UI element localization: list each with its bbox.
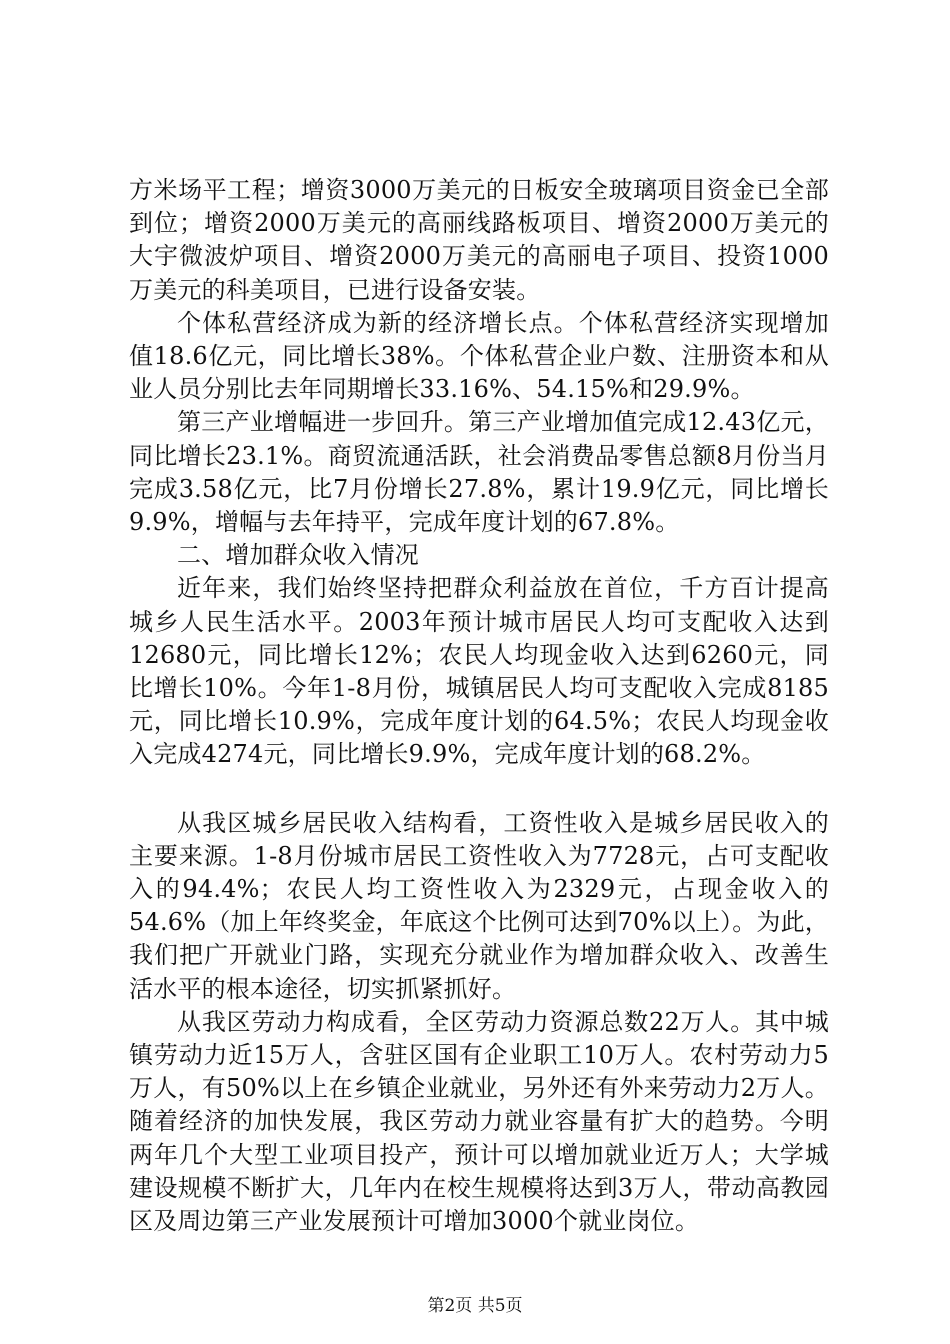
paragraph-income-overview: 近年来，我们始终坚持把群众利益放在首位，千方百计提高城乡人民生活水平。2003年预计城市居民人均可支配收入达到12680元，同比增长12%；农民人均现金收入达到6260元，同比增长10%。今年1-8月份，城镇居民人均可支配收入完成8185元，同比增长10.9%，完成年度计划的64.5%；农民人均现金收入完成4274元，同比增长9.9%，完成年度计划的68.2%。 bbox=[129, 574, 829, 769]
section-heading-income: 二、增加群众收入情况 bbox=[177, 541, 419, 570]
paragraph-continuation: 方米场平工程；增资3000万美元的日板安全玻璃项目资金已全部到位；增资2000万美元的高丽线路板项目、增资2000万美元的大宇微波炉项目、增资2000万美元的高丽电子项目、投资1000万美元的科美项目，已进行设备安装。 bbox=[129, 176, 829, 304]
paragraph-labor-force: 从我区劳动力构成看，全区劳动力资源总数22万人。其中城镇劳动力近15万人，含驻区国有企业职工10万人。农村劳动力5万人，有50%以上在乡镇企业就业，另外还有外来劳动力2万人。随着经济的加快发展，我区劳动力就业容量有扩大的趋势。今明两年几个大型工业项目投产，预计可以增加就业近万人；大学城建设规模不断扩大，几年内在校生规模将达到3万人，带动高教园区及周边第三产业发展预计可增加3000个就业岗位。 bbox=[129, 1007, 829, 1236]
document-body bbox=[129, 174, 829, 1238]
paragraph-private-economy: 个体私营经济成为新的经济增长点。个体私营经济实现增加值18.6亿元，同比增长38%。个体私营企业户数、注册资本和从业人员分别比去年同期增长33.16%、54.15%和29.9%。 bbox=[129, 308, 829, 404]
paragraph-tertiary-industry: 第三产业增幅进一步回升。第三产业增加值完成12.43亿元，同比增长23.1%。商贸流通活跃，社会消费品零售总额8月份当月完成3.58亿元，比7月份增长27.8%，累计19.9亿元，同比增长9.9%，增幅与去年持平，完成年度计划的67.8%。 bbox=[129, 408, 829, 537]
paragraph-income-structure: 从我区城乡居民收入结构看，工资性收入是城乡居民收入的主要来源。1-8月份城市居民工资性收入为7728元，占可支配收入的94.4%；农民人均工资性收入为2329元，占现金收入的54.6%（加上年终奖金，年底这个比例可达到70%以上）。为此，我们把广开就业门路，实现充分就业作为增加群众收入、改善生活水平的根本途径，切实抓紧抓好。 bbox=[129, 808, 829, 1003]
page-number-footer: 第2页 共5页 bbox=[427, 1296, 523, 1316]
